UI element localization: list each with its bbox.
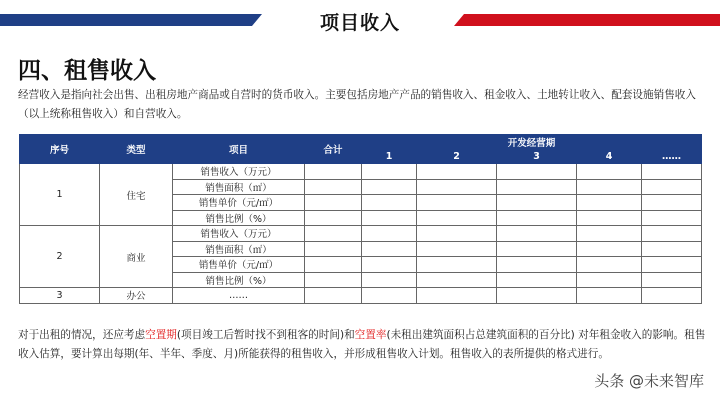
empty-cell [362, 241, 417, 257]
empty-cell [305, 272, 362, 288]
empty-cell [305, 241, 362, 257]
intro-paragraph: 经营收入是指向社会出售、出租房地产商品或自营时的货币收入。主要包括房地产产品的销售收入、租金收入、土地转让收入、配套设施销售收入（以上统称租售收入）和自营收入。 [18, 89, 696, 120]
empty-cell [577, 272, 642, 288]
empty-cell [642, 195, 702, 211]
row-type: 商业 [100, 226, 173, 288]
empty-cell [362, 164, 417, 180]
empty-cell [642, 241, 702, 257]
empty-cell [362, 272, 417, 288]
empty-cell [417, 210, 497, 226]
empty-cell [497, 241, 577, 257]
row-item: 销售收入（万元） [173, 226, 305, 242]
empty-cell [362, 257, 417, 273]
empty-cell [417, 272, 497, 288]
empty-cell [417, 257, 497, 273]
empty-cell [642, 210, 702, 226]
row-item: …… [173, 288, 305, 304]
empty-cell [642, 288, 702, 304]
keyword-vacancy-period: 空置期 [145, 329, 177, 341]
empty-cell [305, 164, 362, 180]
watermark: 头条 @未来智库 [594, 372, 704, 390]
tail-text-1: 对于出租的情况，还应考虑 [18, 329, 146, 341]
empty-cell [642, 164, 702, 180]
tail-text-2: (项目竣工后暂时找不到租客的时间)和 [176, 329, 355, 341]
empty-cell [417, 288, 497, 304]
empty-cell [417, 226, 497, 242]
empty-cell [577, 226, 642, 242]
table-row [20, 226, 702, 242]
header-period-3: 3 [497, 150, 577, 164]
row-item: 销售面积（㎡） [173, 179, 305, 195]
empty-cell [417, 195, 497, 211]
empty-cell [642, 257, 702, 273]
header-type: 类型 [100, 135, 173, 164]
empty-cell [577, 164, 642, 180]
header-period-1: 1 [362, 150, 417, 164]
row-item: 销售收入（万元） [173, 164, 305, 180]
row-item: 销售比例（%） [173, 210, 305, 226]
empty-cell [577, 179, 642, 195]
empty-cell [497, 288, 577, 304]
table-row [20, 164, 702, 180]
header-item: 项目 [173, 135, 305, 164]
empty-cell [577, 241, 642, 257]
empty-cell [642, 272, 702, 288]
empty-cell [417, 241, 497, 257]
empty-cell [497, 210, 577, 226]
empty-cell [577, 210, 642, 226]
empty-cell [497, 257, 577, 273]
row-seq: 2 [20, 226, 100, 288]
empty-cell [305, 179, 362, 195]
header-total: 合计 [305, 135, 362, 164]
header-period: 开发经营期 [362, 135, 702, 150]
empty-cell [305, 257, 362, 273]
empty-cell [497, 272, 577, 288]
keyword-vacancy-rate: 空置率 [354, 329, 387, 341]
empty-cell [642, 226, 702, 242]
empty-cell [362, 210, 417, 226]
row-item: 销售单价（元/㎡） [173, 257, 305, 273]
header-bar-left [0, 14, 262, 26]
header-period-2: 2 [417, 150, 497, 164]
empty-cell [362, 195, 417, 211]
row-seq: 1 [20, 164, 100, 226]
row-type: 住宅 [100, 164, 173, 226]
revenue-table [19, 134, 702, 304]
empty-cell [362, 288, 417, 304]
tail-paragraph [18, 326, 708, 364]
empty-cell [497, 164, 577, 180]
header-bar-right [454, 14, 720, 26]
header-period-more: …… [642, 150, 702, 164]
empty-cell [362, 179, 417, 195]
empty-cell [305, 195, 362, 211]
empty-cell [577, 257, 642, 273]
empty-cell [417, 179, 497, 195]
row-type: 办公 [100, 288, 173, 304]
empty-cell [642, 179, 702, 195]
header-seq: 序号 [20, 135, 100, 164]
empty-cell [305, 210, 362, 226]
empty-cell [497, 226, 577, 242]
empty-cell [362, 226, 417, 242]
section-title: 四、租售收入 [18, 58, 156, 84]
page-title: 项目收入 [319, 12, 400, 34]
empty-cell [305, 288, 362, 304]
empty-cell [497, 179, 577, 195]
row-item: 销售面积（㎡） [173, 241, 305, 257]
header-period-4: 4 [577, 150, 642, 164]
row-item: 销售比例（%） [173, 272, 305, 288]
tail-text-3: (未租出建筑面积占总建筑面积的百分比) 对年租金收入的影响。租售收入估算，要计算出每期(年、半年、季度、月)所能获得的租售收入，并形成租售收入计划。租售收入的表所提供的格式进行。 [18, 329, 706, 360]
row-item: 销售单价（元/㎡） [173, 195, 305, 211]
row-seq: 3 [20, 288, 100, 304]
table-row [20, 288, 702, 304]
empty-cell [497, 195, 577, 211]
empty-cell [577, 288, 642, 304]
empty-cell [417, 164, 497, 180]
empty-cell [305, 226, 362, 242]
empty-cell [577, 195, 642, 211]
